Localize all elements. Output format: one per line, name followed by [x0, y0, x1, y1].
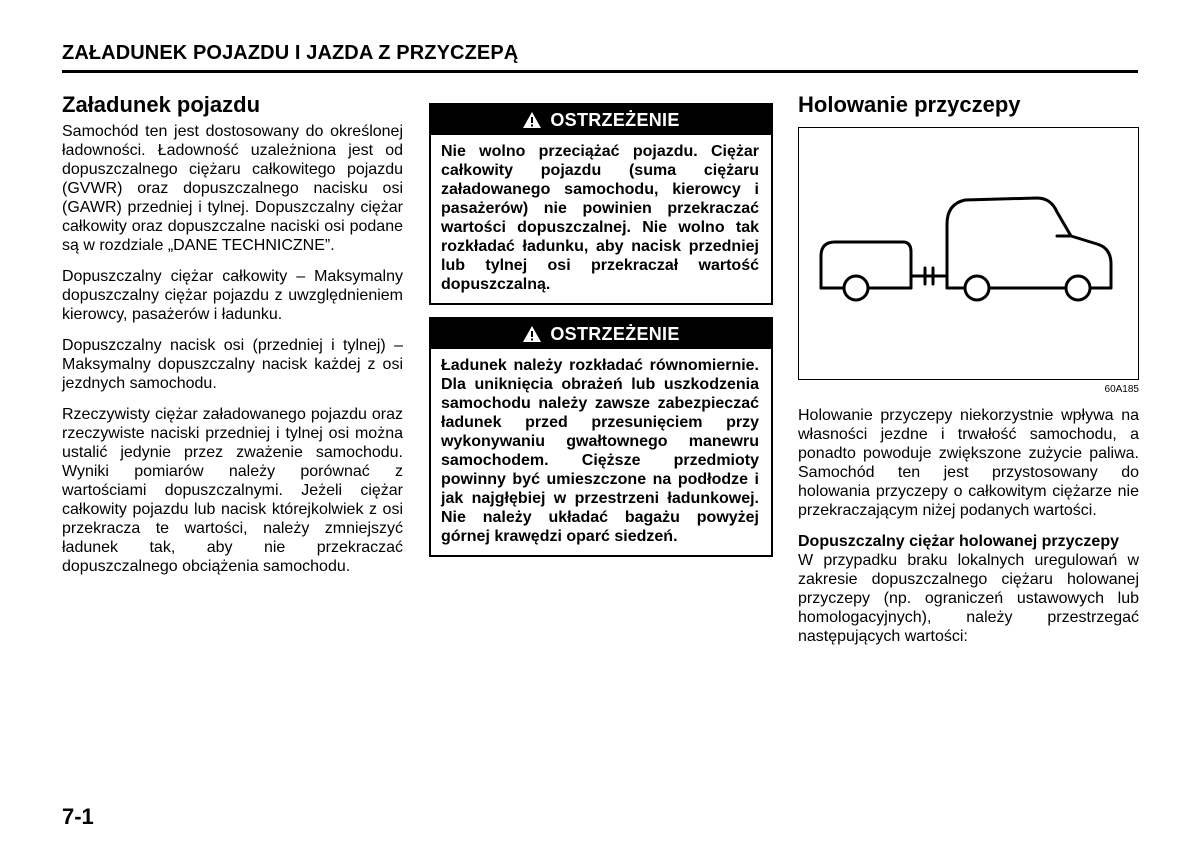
warning-triangle-icon	[522, 325, 542, 343]
warning-header	[431, 319, 771, 349]
figure-code: 60A185	[1104, 384, 1139, 395]
warning-header	[431, 105, 771, 135]
paragraph: Dopuszczalny ciężar całkowity – Maksymalny dopuszczalny ciężar pojazdu z uwzględnieniem kierowcy, pasażerów i ładunku.	[62, 268, 403, 323]
warning-label: OSTRZEŻENIE	[550, 323, 680, 344]
section-heading-loading: Załadunek pojazdu	[62, 92, 261, 117]
warning-label: OSTRZEŻENIE	[550, 109, 680, 130]
section-heading-towing: Holowanie przyczepy	[798, 92, 1021, 117]
page-number: 7-1	[62, 804, 94, 829]
middle-column	[429, 103, 773, 569]
paragraph: Samochód ten jest dostosowany do określonej ładowności. Ładowność uzależniona jest od dopuszczalnego ciężaru całkowitego pojazdu (GVWR) oraz dopuszczalnego nacisku osi (GAWR) przedniej i tylnej. Dopuszczalny ciężar całkowity oraz dopuszczalne naciski osi podane są w rozdziale „DANE TECHNICZNE”.	[62, 123, 403, 254]
paragraph: Holowanie przyczepy niekorzystnie wpływa na własności jezdne i trwałość samochodu, a ponadto powoduje zwiększone zużycie paliwa. Samochód ten jest przystosowany do holowania przyczepy o całkowitym ciężarze nie przekraczającym niżej podanych wartości.	[798, 407, 1139, 519]
header-divider	[62, 70, 1138, 73]
paragraph: Rzeczywisty ciężar załadowanego pojazdu oraz rzeczywiste naciski przedniej i tylnej osi można ustalić jedynie przez zważenie samochodu. Wyniki pomiarów należy porównać z wartościami dopuszczalnymi. Jeżeli ciężar całkowity pojazdu lub nacisk którejkolwiek z osi przekracza te wartości, należy zmniejszyć ładunek tak, aby nie przekraczać dopuszczalnego obciążenia samochodu.	[62, 406, 403, 575]
left-column	[62, 92, 403, 588]
subheading-trailer-weight: Dopuszczalny ciężar holowanej przyczepy	[798, 533, 1119, 550]
warning-box	[429, 317, 773, 557]
warning-box	[429, 103, 773, 305]
warning-text: Ładunek należy rozkładać równomiernie. Dla uniknięcia obrażeń lub uszkodzenia samochodu należy zawsze zabezpieczać ładunek przed przesunięciem przy wykonywaniu gwałtownego manewru samochodem. Cięższe przedmioty powinny być umieszczone na podłodze i jak najgłębiej w przestrzeni ładunkowej. Nie należy układać bagażu powyżej górnej krawędzi oparć siedzeń.	[441, 357, 759, 545]
warning-triangle-icon	[522, 111, 542, 129]
paragraph: W przypadku braku lokalnych uregulowań w zakresie dopuszczalnego ciężaru holowanej przyczepy (np. ograniczeń ustawowych lub homologacyjnych), należy przestrzegać następujących wartości:	[798, 552, 1139, 645]
warning-text: Nie wolno przeciążać pojazdu. Ciężar całkowity pojazdu (suma ciężaru załadowanego samochodu, kierowcy i pasażerów) nie powinien przekraczać wartości dopuszczalnej. Nie wolno tak rozkładać ładunku, aby nacisk przedniej lub tylnej osi przekraczał wartość dopuszczalną.	[441, 143, 759, 293]
right-column	[798, 92, 1139, 658]
car-towing-trailer-illustration	[799, 128, 1138, 379]
paragraph: Dopuszczalny nacisk osi (przedniej i tylnej) – Maksymalny dopuszczalny nacisk każdej z osi jezdnych samochodu.	[62, 337, 403, 392]
page-header: ZAŁADUNEK POJAZDU I JAZDA Z PRZYCZEPĄ	[62, 42, 519, 64]
towing-figure	[798, 127, 1139, 380]
